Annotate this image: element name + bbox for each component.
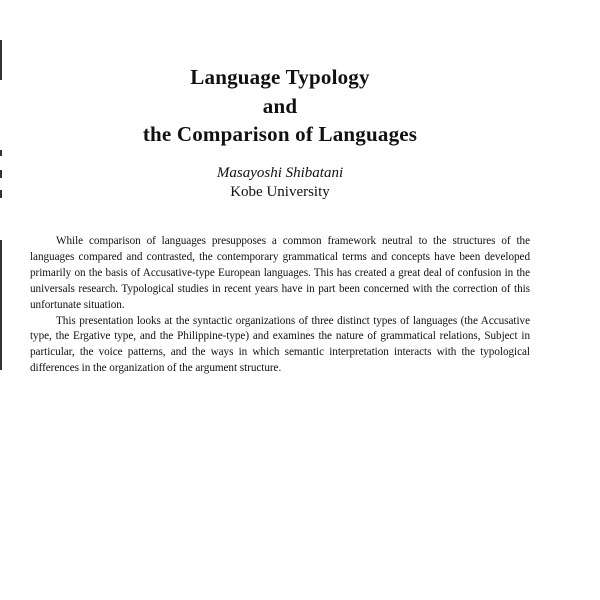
abstract-paragraph-2: This presentation looks at the syntactic organizations of three distinct types of languages (the Accusative type, the Ergative type, and the Philippine-type) and examines the nature of grammatical relations, Subject in particular, the voice patterns, and the ways in which semantic interpretation interacts with the typological differences in the organization of the argument structure. [30,314,530,375]
abstract-paragraph-1: While comparison of languages presupposes a common framework neutral to the structures of the languages compared and contrasted, the contemporary grammatical terms and concepts have been developed primarily on the basis of Accusative-type European languages. This has created a great deal of confusion in the universals research. Typological studies in recent years have in part been concerned with the correction of this unfortunate situation. [30,235,530,311]
paper-title-line-3: the Comparison of Languages [142,122,418,146]
scan-margin-mark [0,150,2,156]
paper-title-line-1: Language Typology [190,65,370,89]
paper-title-line-2: and [262,94,298,118]
author-name: Masayoshi Shibatani [216,165,344,181]
scan-margin-mark [0,240,2,370]
abstract [30,234,530,377]
author-affiliation: Kobe University [230,184,330,200]
